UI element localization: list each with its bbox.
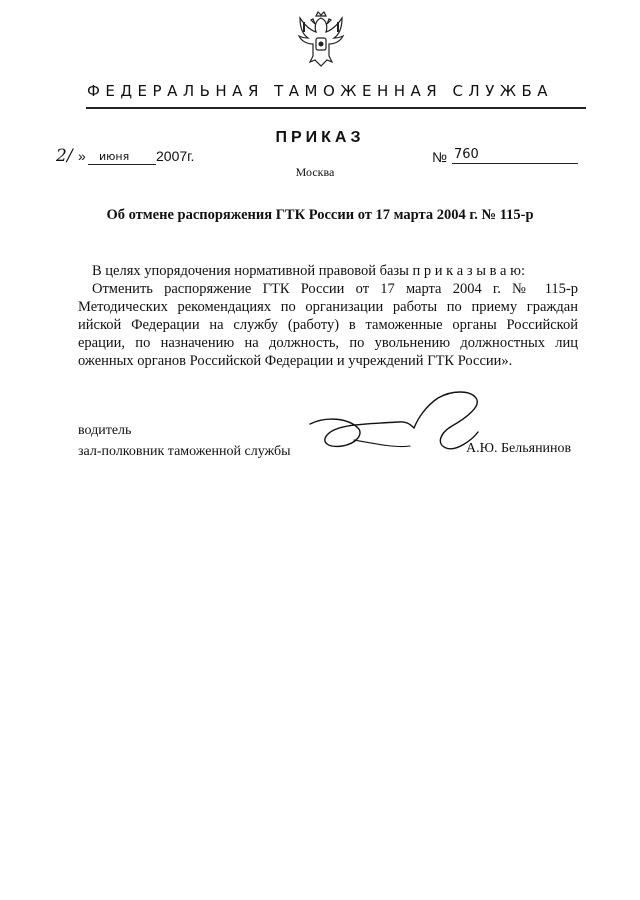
- body-line: оженных органов Российской Федерации и учреждений ГТК России».: [78, 353, 513, 369]
- agency-name: ФЕДЕРАЛЬНАЯ ТАМОЖЕННАЯ СЛУЖБА: [86, 82, 554, 100]
- date-month: июня: [88, 150, 156, 165]
- signatory-position: [78, 420, 328, 462]
- body-line: ийской Федерации на службу (работу) в таможенные органы Российской: [78, 317, 578, 333]
- header-divider: [86, 107, 586, 109]
- date-quote: »: [78, 148, 86, 164]
- document-number: [432, 147, 578, 165]
- body-line: Методических рекомендациях по организации работы по приему граждан: [78, 299, 578, 315]
- position-line-1: водитель: [78, 423, 132, 438]
- body-line: В целях упорядочения нормативной правовой базы п р и к а з ы в а ю:: [92, 263, 525, 279]
- date-day: 2/: [56, 146, 73, 166]
- body-line: ерации, по назначению на должность, по увольнению должностных лиц: [78, 335, 578, 351]
- number-value: 760: [452, 147, 578, 164]
- state-emblem-icon: [296, 10, 346, 68]
- document-type-title: ПРИКАЗ: [275, 129, 365, 146]
- date-year-suffix: г.: [187, 148, 195, 164]
- date-year: 2007: [156, 148, 188, 164]
- body-line: Отменить распоряжение ГТК России от 17 марта 2004 г. № 115-р: [92, 281, 578, 297]
- document-body: [0, 262, 640, 372]
- document-subject: Об отмене распоряжения ГТК России от 17 марта 2004 г. № 115-р: [106, 207, 534, 223]
- date-year-group: [156, 148, 194, 164]
- city: Москва: [295, 165, 335, 179]
- handwritten-signature: [306, 388, 500, 470]
- signatory-name: А.Ю. Бельянинов: [466, 441, 572, 456]
- number-label: №: [432, 149, 448, 165]
- position-line-2: зал-полковник таможенной службы: [78, 444, 291, 459]
